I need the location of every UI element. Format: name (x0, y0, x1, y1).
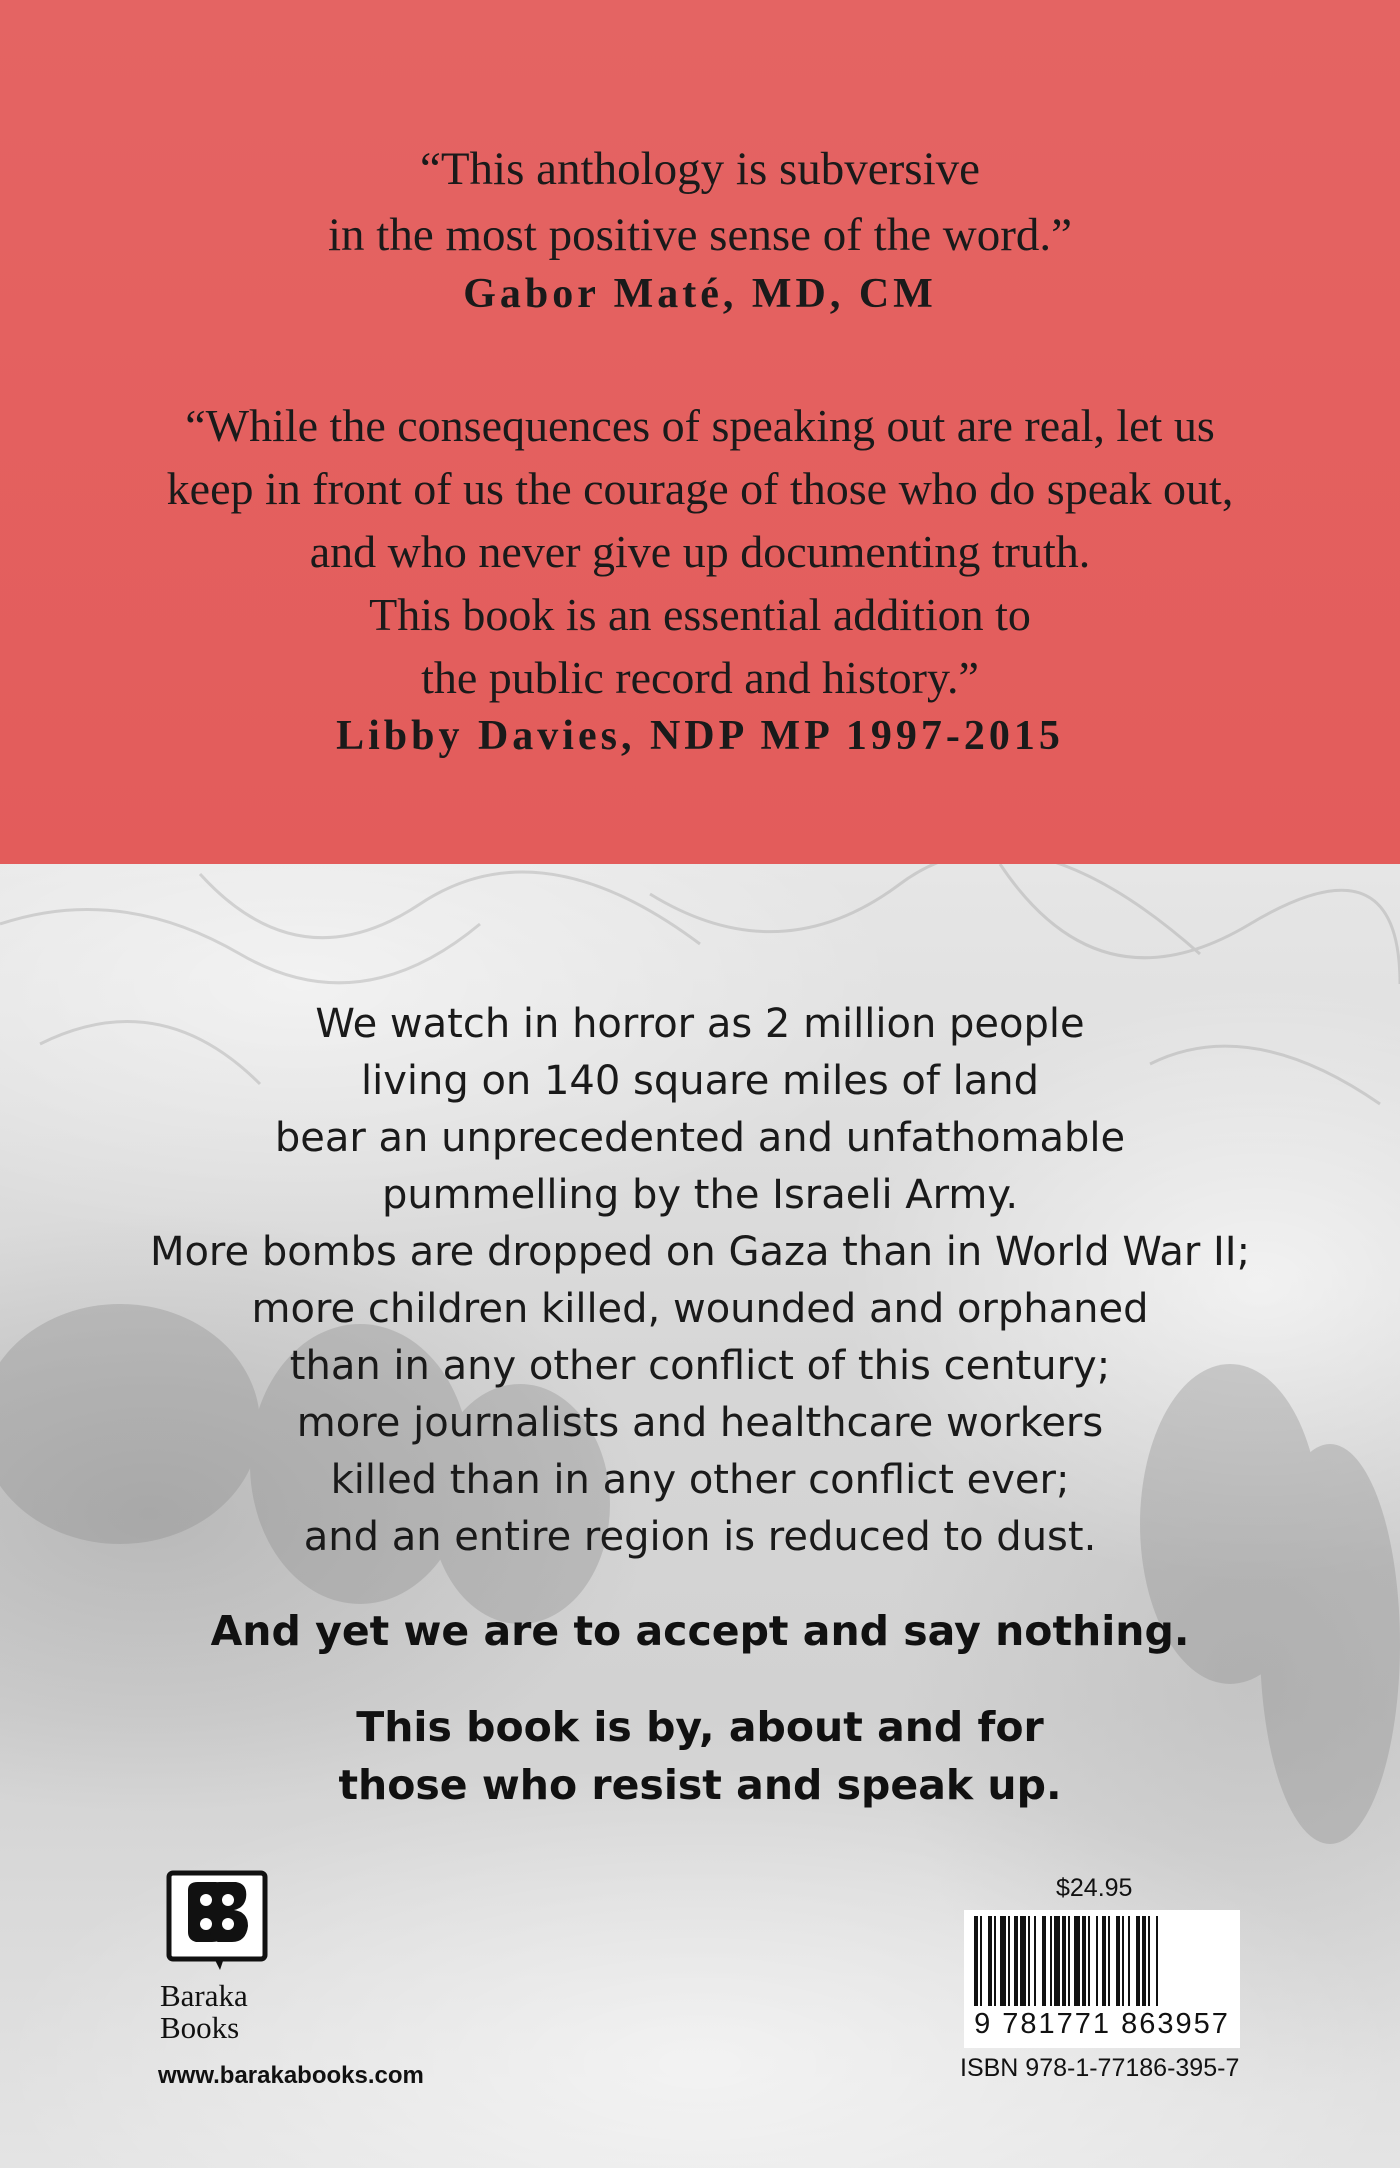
publisher-logo (160, 1870, 280, 2044)
quote-2-line: “While the consequences of speaking out are real, let us (185, 400, 1215, 451)
barcode-bar (1014, 1916, 1018, 2006)
quote-2-line: This book is an essential addition to (369, 589, 1031, 640)
description-line: than in any other conflict of this century; (289, 1343, 1111, 1389)
publisher-name-line: Books (160, 2010, 240, 2045)
description-line: and an entire region is reduced to dust. (303, 1514, 1097, 1560)
barcode-bar (1122, 1916, 1124, 2006)
barcode-bars (972, 1916, 1232, 2008)
barcode-bar (1000, 1916, 1006, 2006)
quote-1-line: in the most positive sense of the word.” (327, 209, 1073, 261)
baraka-books-logo-icon (166, 1870, 268, 1974)
quote-2-line: the public record and history.” (421, 652, 979, 703)
description-line: killed than in any other conflict ever; (330, 1457, 1070, 1503)
description-line: more journalists and healthcare workers (296, 1400, 1104, 1446)
description-line: We watch in horror as 2 million people (315, 1001, 1085, 1047)
barcode-bar (1096, 1916, 1098, 2006)
isbn-label: ISBN 978-1-77186-395-7 (960, 2054, 1240, 2082)
quote-1-author: Gabor Maté, MD, CM (463, 271, 937, 317)
barcode-bar (974, 1916, 978, 2006)
quote-2-line: and who never give up documenting truth. (309, 526, 1091, 577)
closing-line: those who resist and speak up. (338, 1761, 1062, 1809)
description-line: more children killed, wounded and orphaned (251, 1286, 1149, 1332)
barcode-bar (1054, 1916, 1060, 2006)
barcode-bar (1074, 1916, 1080, 2006)
barcode-bar (994, 1916, 996, 2006)
barcode-bar (1142, 1916, 1146, 2006)
barcode-bar (1082, 1916, 1086, 2006)
description-line: pummelling by the Israeli Army. (381, 1172, 1019, 1218)
barcode-bar (1156, 1916, 1158, 2006)
barcode-bar (1148, 1916, 1150, 2006)
barcode-bar (1042, 1916, 1046, 2006)
closing-line: This book is by, about and for (356, 1703, 1044, 1751)
description-line: bear an unprecedented and unfathomable (274, 1115, 1126, 1161)
quote-2-line: keep in front of us the courage of those who do speak out, (166, 463, 1234, 514)
publisher-name-line: Baraka (160, 1978, 248, 2013)
barcode (964, 1910, 1240, 2048)
barcode-bar (1136, 1916, 1140, 2006)
quote-2 (0, 394, 1400, 709)
publisher-name (160, 1980, 280, 2044)
barcode-bar (1062, 1916, 1066, 2006)
emphasis-statement: And yet we are to accept and say nothing. (210, 1607, 1190, 1655)
price-label: $24.95 (1056, 1874, 1133, 1902)
barcode-bar (1068, 1916, 1070, 2006)
barcode-bar (980, 1916, 982, 2006)
endorsements-panel (0, 0, 1400, 864)
barcode-bar (1116, 1916, 1120, 2006)
barcode-bar (1028, 1916, 1030, 2006)
barcode-digits: 9 781771 863957 (974, 2008, 1230, 2040)
barcode-bar (1088, 1916, 1090, 2006)
publisher-website-link[interactable]: www.barakabooks.com (158, 2062, 424, 2089)
quote-2-author: Libby Davies, NDP MP 1997-2015 (336, 713, 1064, 759)
barcode-bar (1128, 1916, 1130, 2006)
description-text (0, 996, 1400, 1566)
barcode-bar (1050, 1916, 1052, 2006)
description-panel (0, 864, 1400, 2168)
description-line: living on 140 square miles of land (360, 1058, 1040, 1104)
quote-1-line: “This anthology is subversive (419, 143, 980, 195)
quote-1 (0, 136, 1400, 268)
barcode-bar (1102, 1916, 1106, 2006)
barcode-bar (1034, 1916, 1036, 2006)
barcode-bar (988, 1916, 992, 2006)
barcode-bar (1008, 1916, 1010, 2006)
closing-statement (0, 1698, 1400, 1814)
description-line: More bombs are dropped on Gaza than in World War II; (149, 1229, 1251, 1275)
barcode-bar (1108, 1916, 1110, 2006)
barcode-bar (1020, 1916, 1026, 2006)
